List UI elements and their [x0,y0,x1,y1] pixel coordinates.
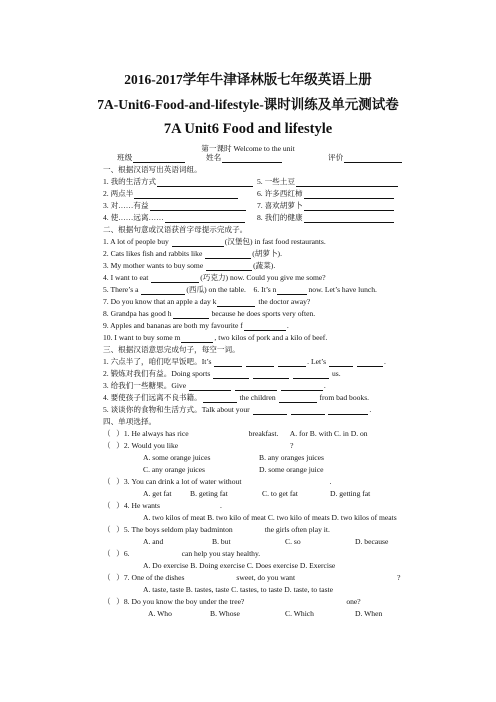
q8-option-b[interactable]: B. Whose [210,609,240,618]
s3-sentence1: 1. 六点半了，咱们吃早饭吧。It’s . Let’s . [103,357,386,366]
s1-item4: 4. 使……远离…… [103,213,246,223]
s3-blank2c[interactable] [293,370,329,379]
s3-blank4b[interactable] [279,394,317,403]
q4-options[interactable]: A. two kilos of meat B. two kilo of meat C. two kilo of meats D. two kilos of meats [143,513,397,522]
s3-blank1c[interactable] [278,358,306,367]
q3-option-d[interactable]: D. getting fat [330,489,371,498]
class-blank[interactable] [133,154,185,163]
q7-options[interactable]: A. taste, taste B. tastes, taste C. tastes, to taste D. taste, to taste [143,585,334,594]
q6-blank[interactable] [131,551,181,559]
q2-blank[interactable] [179,443,289,451]
s2-blank2[interactable] [205,250,251,259]
mc-question-2: （ ）2. Would you like ? [103,441,294,450]
class-field [117,153,186,163]
lesson-title: 第一课时 Welcome to the unit [201,144,295,153]
mc-question-4: （ ）4. He wants . [103,501,222,510]
q1-blank[interactable] [190,431,248,439]
s3-blank1a[interactable] [214,358,242,367]
s2-sentence5: 5. There’s a (西瓜) on the table. 6. It’s n now. Let’s have lunch. [103,285,377,294]
s2-blank6[interactable] [277,286,307,295]
q2-option-b[interactable]: B. any oranges juices [259,453,324,462]
s2-sentence8: 8. Grandpa has good h because he does sports very often. [103,309,316,318]
mc-question-7: （ ）7. One of the dishes sweet, do you want ? [103,573,401,582]
s3-blank5b[interactable] [291,406,325,415]
s2-sentence3: 3. My mother wants to buy some (蔬菜). [103,261,276,270]
q3-option-a[interactable]: A. get fat [143,489,172,498]
s2-blank5[interactable] [141,286,185,295]
s3-blank1e[interactable] [357,358,383,367]
s2-sentence1: 1. A lot of people buy (汉堡包) in fast food restaurants. [103,237,326,246]
mc-question-5: （ ）5. The boys seldom play badminton the girls often play it. [103,525,330,534]
s3-sentence3: 3. 给我们一些糖果。Give . [103,381,326,390]
s1-item5: 5. 一些土豆 [257,177,399,187]
s3-sentence4: 4. 要使孩子们远离不良书籍。 the children from bad books. [103,393,370,402]
s1-item8: 8. 我们的健康 [257,213,395,223]
s3-blank1b[interactable] [246,358,274,367]
q5-option-a[interactable]: A. and [143,537,164,546]
s3-sentence2: 2. 锻炼对我们有益。Doing sports us. [103,369,341,378]
page-title: 2016-2017学年牛津译林版七年级英语上册 [124,72,372,87]
s2-blank4[interactable] [151,274,199,283]
s3-blank3a[interactable] [189,382,231,391]
q7-blank1[interactable] [185,575,235,583]
s1-blank2[interactable] [134,190,238,199]
s2-sentence10: 10. I want to buy some m , two kilos of pork and a kilo of beef. [103,333,328,342]
class-label: 班级 [117,153,133,162]
mc-question-6: （ ）6. can help you stay healthy. [103,549,261,558]
q5-option-c[interactable]: C. so [285,537,301,546]
s1-blank1[interactable] [157,178,253,187]
mc-question-8: （ ）8. Do you know the boy under the tree? one? [103,597,361,606]
s2-sentence9: 9. Apples and bananas are both my favourite f . [103,321,289,330]
s1-item7: 7. 喜欢胡萝卜 [257,201,395,211]
mc-question-1: （ ）1. He always has rice breakfast. A. for B. with C. in D. on [103,429,368,438]
q3-blank[interactable] [242,479,328,487]
s1-blank7[interactable] [304,202,394,211]
s3-blank3c[interactable] [281,382,323,391]
s2-blank7[interactable] [217,298,255,307]
s3-sentence5: 5. 谈谈你的食物和生活方式。Talk about your . [103,405,372,414]
q8-blank[interactable] [245,599,345,607]
q8-option-d[interactable]: D. When [355,609,383,618]
s1-item6: 6. 许多西红柿 [257,189,395,199]
q5-option-d[interactable]: D. because [355,537,389,546]
grade-label: 评价 [328,153,344,162]
q7-blank2[interactable] [296,575,396,583]
q5-option-b[interactable]: B. but [212,537,231,546]
section4-heading: 四、单项选择。 [103,417,157,426]
s1-item1: 1. 我的生活方式 [103,177,254,187]
name-label: 姓名 [206,153,222,162]
q8-option-a[interactable]: A. Who [148,609,172,618]
s1-blank5[interactable] [296,178,398,187]
s1-blank3[interactable] [150,202,246,211]
q6-options[interactable]: A. Do exercise B. Doing exercise C. Does exercise D. Exercise [143,561,336,570]
q8-option-c[interactable]: C. Which [285,609,314,618]
s2-blank8[interactable] [173,310,209,319]
s2-sentence7: 7. Do you know that an apple a day k the doctor away? [103,297,311,306]
q2-option-d[interactable]: D. some orange juice [259,465,324,474]
s1-blank8[interactable] [304,214,394,223]
name-field [206,153,283,163]
grade-blank[interactable] [344,154,402,163]
s3-blank1d[interactable] [329,358,353,367]
s2-sentence4: 4. I want to eat (巧克力) now. Could you give me some? [103,273,326,282]
grade-field [328,153,403,163]
q3-option-c[interactable]: C. to get fat [262,489,298,498]
page-subtitle: 7A-Unit6-Food-and-lifestyle-课时训练及单元测试卷 [97,97,399,112]
name-blank[interactable] [222,154,282,163]
q5-blank[interactable] [234,527,264,535]
s3-blank2b[interactable] [253,370,289,379]
s2-sentence2: 2. Cats likes fish and rabbits like (胡萝卜). [103,249,282,258]
s3-blank5a[interactable] [253,406,287,415]
s1-item3: 3. 对……有益 [103,201,247,211]
s1-blank4[interactable] [165,214,245,223]
section2-heading: 二、根据句意或汉语获首字母提示完成子。 [103,225,248,234]
s3-blank3b[interactable] [235,382,277,391]
section1-heading: 一、根据汉语写出英语词组。 [103,165,202,174]
s2-blank3[interactable] [206,262,252,271]
s1-item2: 2. 两点半 [103,189,239,199]
q2-option-c[interactable]: C. any orange juices [143,465,205,474]
q3-option-b[interactable]: B. geting fat [190,489,228,498]
q2-option-a[interactable]: A. some orange juices [143,453,211,462]
s2-blank9[interactable] [244,322,286,331]
s2-blank1[interactable] [172,238,224,247]
unit-title: 7A Unit6 Food and lifestyle [163,121,333,137]
s2-blank10[interactable] [181,334,213,343]
mc-question-3: （ ）3. You can drink a lot of water without . [103,477,332,486]
q4-blank[interactable] [161,503,219,511]
s1-blank6[interactable] [304,190,394,199]
s3-blank5c[interactable] [328,406,368,415]
section3-heading: 三、根据汉语意思完成句子，每空一词。 [103,345,240,354]
s3-blank4a[interactable] [203,394,237,403]
s3-blank2a[interactable] [213,370,249,379]
